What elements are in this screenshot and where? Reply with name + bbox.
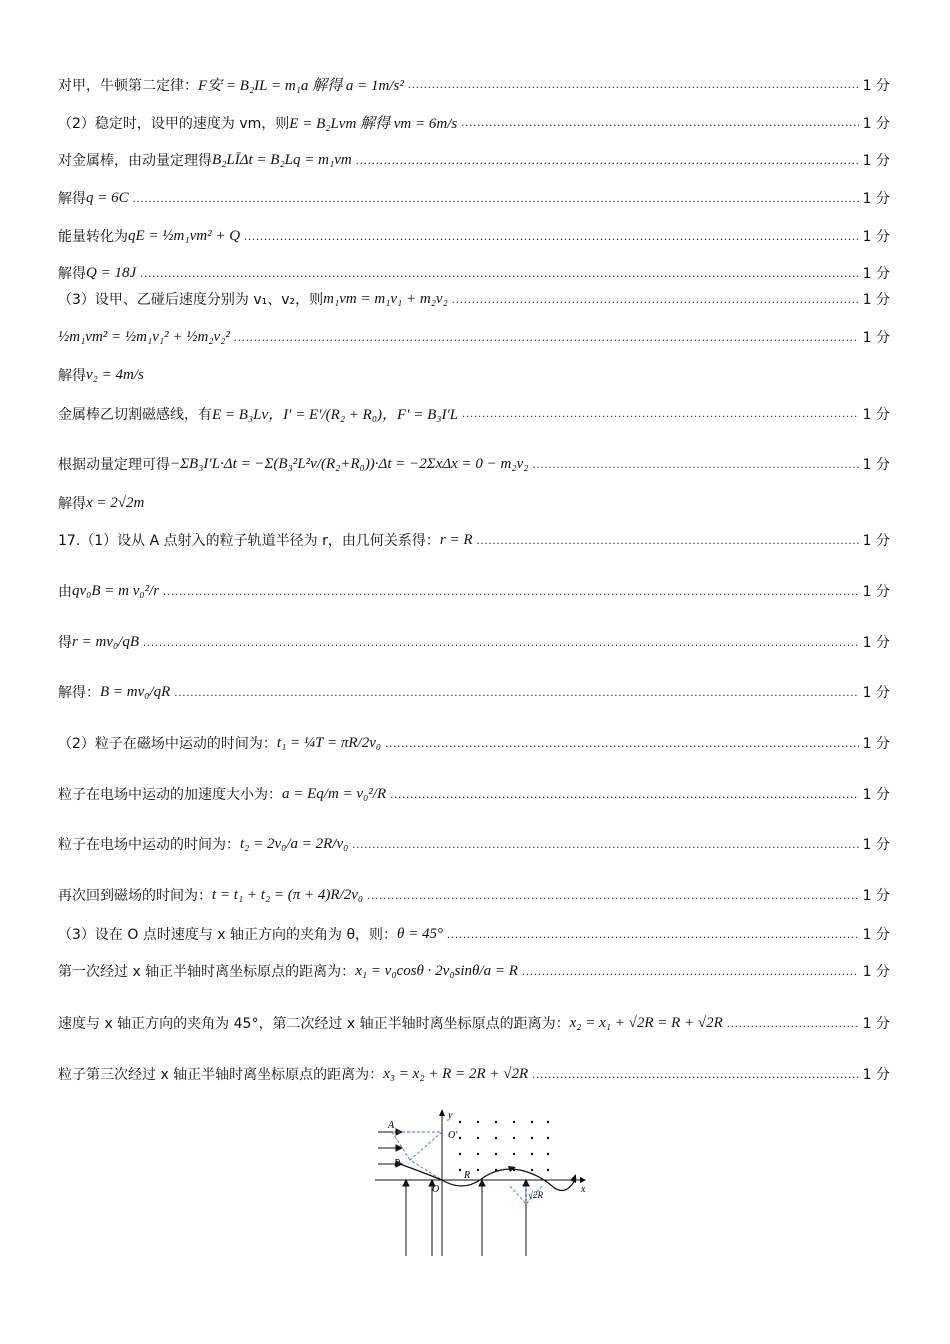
answer-line [58, 530, 890, 550]
line-formula: x₂ = x₁ + √2R = R + √2R [569, 1014, 723, 1031]
line-formula: q = 6C [86, 189, 129, 206]
line-formula: x₃ = x₂ + R = 2R + √2R [383, 1065, 529, 1082]
trajectory-curve [400, 1164, 576, 1191]
answer-line [58, 834, 890, 854]
line-formula: m₁vm = m₁v₁ + m₂v₂ [323, 290, 448, 307]
leader-dots [143, 635, 859, 650]
radius-label: R [464, 1170, 471, 1181]
line-text: （3）设在 O 点时速度与 x 轴正方向的夹角为 θ，则： [58, 927, 398, 943]
line-formula: v₂ = 4m/s [86, 366, 144, 383]
leader-dots [408, 77, 859, 92]
trajectory-arrow-icon [570, 1174, 576, 1183]
answer-line [58, 1064, 890, 1084]
leader-dots [244, 229, 859, 244]
line-formula: t₂ = 2v₀/a = 2R/v₀ [240, 835, 349, 852]
answer-line [58, 327, 890, 347]
score-label: 1 分 [862, 837, 890, 853]
leader-dots [352, 837, 858, 852]
answer-line [58, 924, 890, 944]
line-formula: r = mv₀/qB [72, 633, 139, 650]
score-label: 1 分 [862, 457, 890, 473]
score-label: 1 分 [862, 266, 890, 282]
answer-line [58, 632, 890, 652]
y-axis-label: y [448, 1110, 453, 1121]
origin-label: O [432, 1184, 440, 1195]
score-label: 1 分 [862, 77, 890, 94]
construction-lines [392, 1132, 542, 1204]
line-formula: B = mv₀/qR [100, 683, 171, 700]
line-formula: t₁ = ¼T = πR/2v₀ [276, 734, 382, 751]
score-label: 1 分 [862, 229, 890, 245]
line-text: 再次回到磁场的时间为： [58, 888, 212, 904]
answer-line [58, 150, 890, 170]
line-formula: E = B₃Lv，I′ = E′/(R₂ + R₀)，F′ = B₃I′L [212, 407, 459, 423]
answer-line [58, 188, 890, 208]
line-formula: x = 2√2m [86, 494, 145, 511]
line-formula: θ = 45° [397, 925, 444, 942]
leader-dots [462, 406, 859, 421]
line-text: 由 [58, 584, 72, 600]
score-label: 1 分 [862, 584, 890, 600]
answer-line [58, 493, 890, 513]
line-text: 解得 [58, 368, 86, 384]
score-label: 1 分 [862, 153, 890, 169]
sqrt2r-label: √2R [528, 1190, 543, 1200]
answer-line [58, 112, 890, 133]
answer-line [58, 365, 890, 385]
score-label: 1 分 [862, 406, 890, 423]
line-text: 能量转化为 [58, 229, 128, 245]
line-formula: r = R [439, 531, 473, 548]
answer-line [58, 74, 890, 95]
answer-line [58, 961, 890, 981]
score-label: 1 分 [862, 191, 890, 207]
x-axis-label: x [581, 1184, 586, 1195]
line-formula: x₁ = v₀cosθ · 2v₀sinθ/a = R [355, 962, 518, 979]
leader-dots [234, 330, 859, 345]
line-text: （2）粒子在磁场中运动的时间为： [58, 736, 277, 752]
line-formula: F安 = B₂IL = m₁a 解得 a = 1m/s² [198, 78, 404, 94]
line-text: 根据动量定理可得 [58, 457, 170, 473]
score-label: 1 分 [862, 787, 890, 803]
leader-dots [522, 964, 859, 979]
answer-line [58, 885, 890, 905]
leader-dots [174, 685, 858, 700]
line-formula: E = B₂Lvm 解得 vm = 6m/s [289, 116, 458, 132]
line-text: 对金属棒，由动量定理得 [58, 153, 212, 169]
line-text: （2）稳定时，设甲的速度为 vm，则 [58, 115, 290, 132]
line-formula: qv₀B = m v₀²/r [72, 582, 160, 599]
leader-dots [133, 191, 859, 206]
line-text: 解得 [58, 191, 86, 207]
score-label: 1 分 [862, 1016, 890, 1032]
answer-line [58, 263, 890, 283]
leader-dots [447, 927, 859, 942]
leader-dots [163, 584, 859, 599]
leader-dots [532, 457, 858, 472]
line-text: 解得 [58, 266, 86, 282]
score-label: 1 分 [862, 1067, 890, 1083]
leader-dots [385, 736, 859, 751]
line-formula: qE = ½m₁vm² + Q [128, 227, 241, 244]
line-formula: −ΣB₃I′L·Δt = −Σ(B₃²L²v/(R₂+R₀))·Δt = −2ΣxΔx = 0 − m₂v₂ [170, 455, 529, 472]
answer-line [58, 289, 890, 309]
answer-line [58, 733, 890, 753]
point-p-label: P [394, 1158, 401, 1169]
score-label: 1 分 [862, 685, 890, 701]
leader-dots [356, 153, 859, 168]
magnetic-field-dots [459, 1121, 549, 1171]
line-text: （3）设甲、乙碰后速度分别为 v₁、v₂，则 [58, 292, 324, 308]
line-text: 金属棒乙切割磁感线，有 [58, 406, 212, 423]
line-formula: ½m₁vm² = ½m₁v₁² + ½m₂v₂² [58, 328, 230, 345]
leader-dots [452, 292, 859, 307]
leader-dots [532, 1067, 858, 1082]
leader-dots [727, 1016, 859, 1031]
line-text: 解得 [58, 496, 86, 512]
answer-line [58, 403, 890, 424]
line-text: 速度与 x 轴正方向的夹角为 45°，第二次经过 x 轴正半轴时离坐标原点的距离为： [58, 1016, 570, 1032]
leader-dots [390, 787, 859, 802]
score-label: 1 分 [862, 964, 890, 980]
leader-dots [461, 115, 858, 130]
line-text: 粒子在电场中运动的加速度大小为： [58, 787, 282, 803]
x-axis-arrow-icon [580, 1177, 586, 1183]
line-text: 对甲，牛顿第二定律： [58, 77, 198, 94]
line-text: 粒子第三次经过 x 轴正半轴时离坐标原点的距离为： [58, 1067, 384, 1083]
line-text: 粒子在电场中运动的时间为： [58, 837, 240, 853]
answer-line [58, 226, 890, 246]
score-label: 1 分 [862, 888, 890, 904]
line-formula: a = Eq/m = v₀²/R [282, 785, 387, 802]
score-label: 1 分 [862, 292, 890, 308]
answer-line [58, 1013, 890, 1033]
y-axis-arrow-icon [439, 1109, 445, 1116]
line-text: 解得： [58, 685, 100, 701]
answer-line [58, 682, 890, 702]
center-label: O′ [448, 1130, 458, 1141]
answer-line [58, 454, 890, 474]
line-text: 得 [58, 635, 72, 651]
point-a-label: A [388, 1120, 395, 1131]
line-formula: B₂LĪΔt = B₂Lq = m₁vm [212, 151, 352, 168]
line-formula: Q = 18J [86, 264, 137, 281]
answer-line [58, 784, 890, 804]
score-label: 1 分 [862, 927, 890, 943]
line-text: 17.（1）设从 A 点射入的粒子轨道半径为 r，由几何关系得： [58, 533, 440, 549]
leader-dots [476, 533, 858, 548]
line-text: 第一次经过 x 轴正半轴时离坐标原点的距离为： [58, 964, 356, 980]
leader-dots [367, 888, 859, 903]
line-formula: t = t₁ + t₂ = (π + 4)R/2v₀ [212, 886, 364, 903]
score-label: 1 分 [862, 533, 890, 549]
score-label: 1 分 [862, 115, 890, 132]
score-label: 1 分 [862, 736, 890, 752]
answer-line [58, 581, 890, 601]
leader-dots [140, 266, 859, 281]
particle-trajectory-figure [370, 1108, 590, 1258]
score-label: 1 分 [862, 330, 890, 346]
electric-field-arrows [403, 1180, 529, 1256]
score-label: 1 分 [862, 635, 890, 651]
